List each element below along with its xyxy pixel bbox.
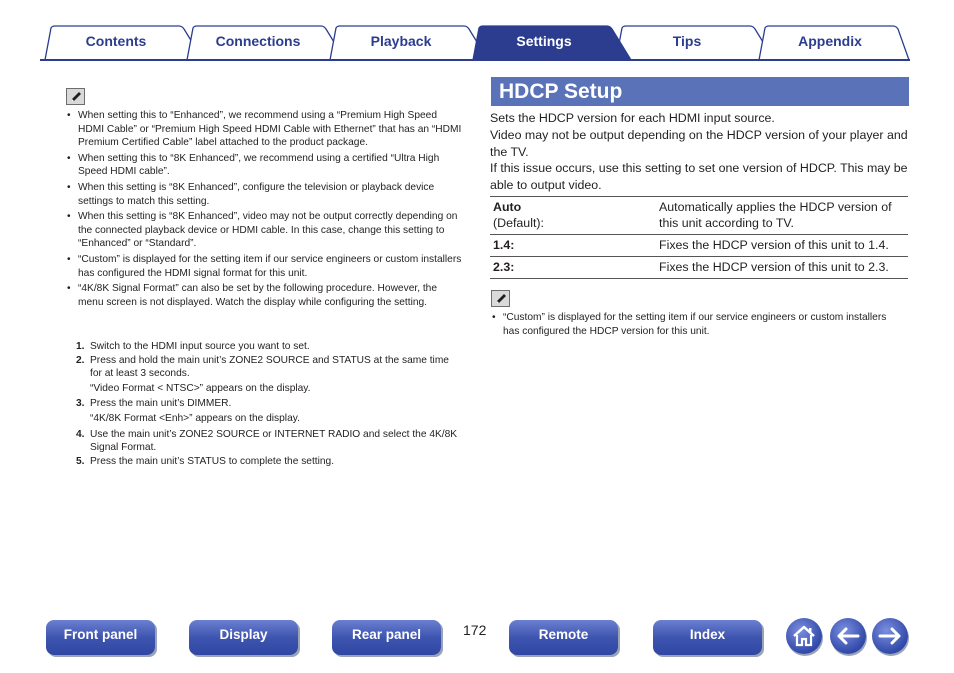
step-number: 4. <box>76 428 85 440</box>
list-item: • When this setting is “8K Enhanced”, video may not be output correctly depending on the connected playback device or HDMI cable. In this case, change this setting to “Enhanced” or “Standard”. <box>66 210 462 251</box>
tab-playback[interactable] <box>330 26 472 60</box>
list-item: • When setting this to “8K Enhanced”, we recommend using a certified “Ultra High Speed HDMI cable”. <box>66 152 462 179</box>
rear-panel-button[interactable]: Rear panel <box>332 620 441 655</box>
home-icon <box>786 618 822 654</box>
tab-label: Tips <box>672 33 702 49</box>
tab-label: Connections <box>215 33 301 49</box>
step-item <box>66 354 462 396</box>
tab-contents[interactable] <box>45 26 187 60</box>
tab-label: Contents <box>85 33 147 49</box>
option-desc: Fixes the HDCP version of this unit to 1.4. <box>656 235 908 257</box>
step-text: Press the main unit’s DIMMER. <box>90 398 232 410</box>
tab-label: Settings <box>516 33 572 49</box>
table-row <box>490 197 908 235</box>
tab-label: Playback <box>370 33 432 49</box>
list-item: • When setting this to “Enhanced”, we recommend using a “Premium High Speed HDMI Cable” or “Premium High Speed HDMI Cable with Ethernet” that has an “HDMI Premium Certified Cable” label attached to the product package. <box>66 109 462 150</box>
step-number: 1. <box>76 341 85 352</box>
step-item <box>66 428 462 455</box>
step-result: “4K/8K Format <Enh>” appears on the display. <box>90 412 300 424</box>
step-number: 5. <box>76 455 85 467</box>
note-pencil-icon <box>66 88 85 105</box>
option-key <box>490 235 656 257</box>
tab-bar <box>40 26 910 62</box>
home-button[interactable] <box>786 618 822 654</box>
arrow-right-icon <box>872 618 908 654</box>
option-name: Auto <box>493 200 522 214</box>
procedure-steps <box>66 340 462 468</box>
list-item: • “4K/8K Signal Format” can also be set by the following procedure. However, the menu screen is not displayed. Watch the display while configuring the setting. <box>66 282 462 309</box>
tab-label: Appendix <box>798 33 862 49</box>
section-title: HDCP Setup <box>491 77 909 106</box>
step-number: 3. <box>76 398 85 410</box>
table-row <box>490 235 908 257</box>
note-pencil-icon <box>491 290 510 307</box>
step-item <box>66 340 462 354</box>
note-list <box>491 311 891 340</box>
intro-paragraph: Sets the HDCP version for each HDMI input source. <box>490 111 775 125</box>
step-text: Switch to the HDMI input source you want to set. <box>90 341 310 352</box>
option-desc: Fixes the HDCP version of this unit to 2.3. <box>656 257 908 279</box>
tab-tips[interactable] <box>616 26 758 60</box>
back-button[interactable] <box>830 618 866 654</box>
index-button[interactable]: Index <box>653 620 762 655</box>
option-name: 1.4: <box>493 238 515 252</box>
option-desc: Automatically applies the HDCP version of this unit according to TV. <box>656 197 908 235</box>
option-key <box>490 257 656 279</box>
forward-button[interactable] <box>872 618 908 654</box>
option-name: 2.3: <box>493 260 515 274</box>
options-table <box>490 196 908 279</box>
option-default: (Default): <box>493 216 544 230</box>
display-button[interactable]: Display <box>189 620 298 655</box>
page-number: 172 <box>463 622 487 638</box>
step-item <box>66 455 462 469</box>
list-item: • When this setting is “8K Enhanced”, configure the television or playback device settings to match this setting. <box>66 181 462 208</box>
table-row <box>490 257 908 279</box>
tab-connections[interactable] <box>187 26 329 60</box>
remote-button[interactable]: Remote <box>509 620 618 655</box>
tab-underline <box>40 59 910 61</box>
step-result: “Video Format < NTSC>” appears on the display. <box>90 382 311 394</box>
list-item: • “Custom” is displayed for the setting item if our service engineers or custom installers has configured the HDMI signal format for this unit. <box>66 253 462 280</box>
section-intro <box>490 110 908 194</box>
intro-paragraph: If this issue occurs, use this setting to set one version of HDCP. This may be able to output video. <box>490 161 908 193</box>
tab-appendix[interactable] <box>759 26 901 60</box>
step-text: Use the main unit’s ZONE2 SOURCE or INTERNET RADIO and select the 4K/8K Signal Format. <box>90 428 458 454</box>
arrow-left-icon <box>830 618 866 654</box>
intro-paragraph: Video may not be output depending on the HDCP version of your player and the TV. <box>490 127 908 159</box>
tab-settings[interactable] <box>473 26 615 60</box>
step-text: Press and hold the main unit’s ZONE2 SOURCE and STATUS at the same time for at least 3 seconds. <box>90 354 449 380</box>
option-key <box>490 197 656 235</box>
list-item: • “Custom” is displayed for the setting item if our service engineers or custom installers has configured the HDCP version for this unit. <box>491 311 891 338</box>
step-item <box>66 397 462 425</box>
step-text: Press the main unit’s STATUS to complete the setting. <box>90 455 335 467</box>
step-number: 2. <box>76 354 85 366</box>
front-panel-button[interactable]: Front panel <box>46 620 155 655</box>
note-list <box>66 109 462 311</box>
